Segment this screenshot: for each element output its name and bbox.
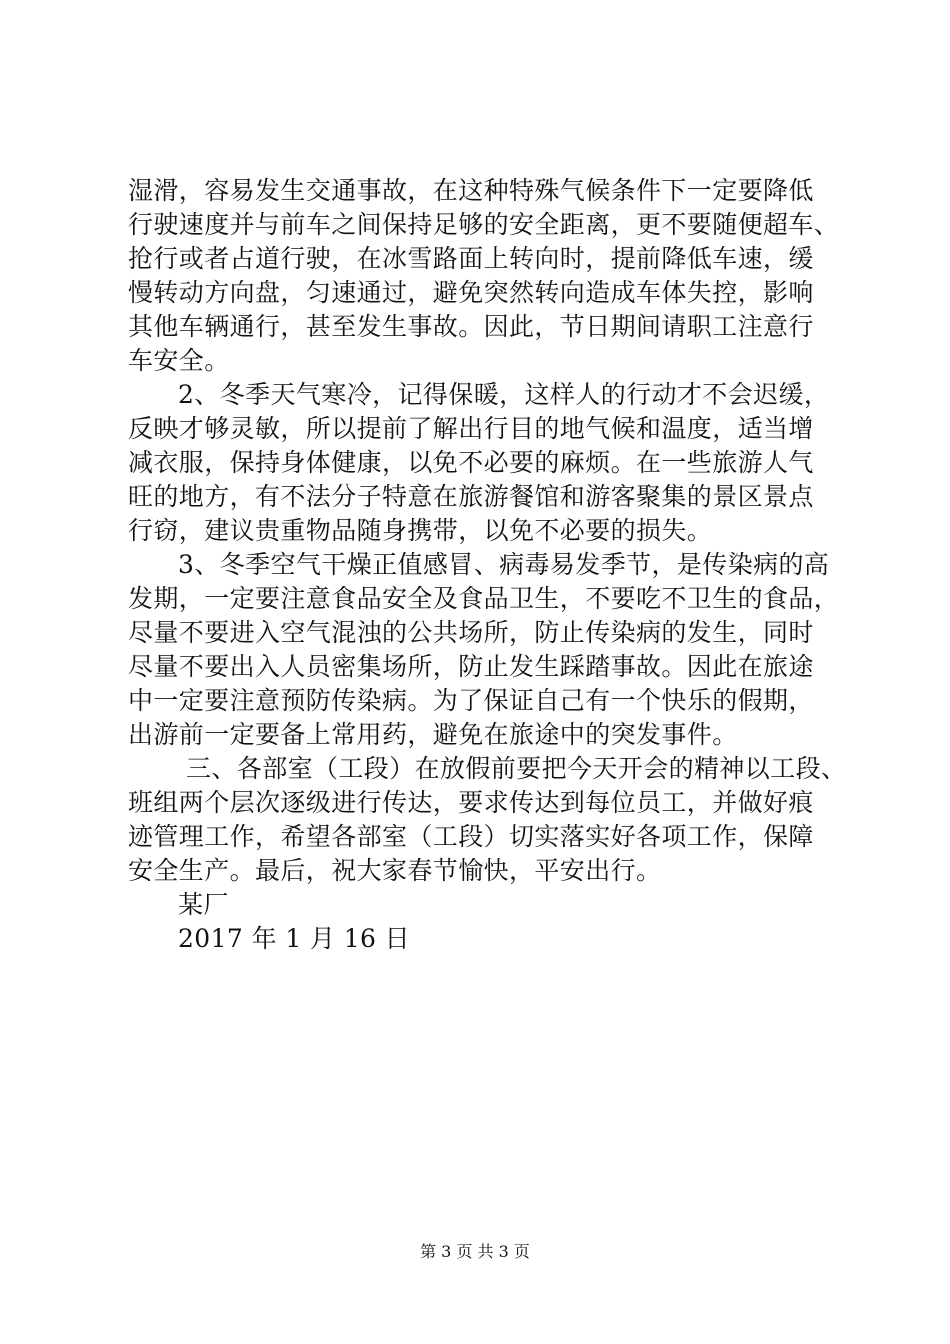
section-3-start: 三、各部室（工段）在放假前要把今天开会的精神以工段、 [186, 754, 847, 783]
text-line: 车安全。 [128, 346, 230, 375]
text-line: 出游前一定要备上常用药，避免在旅途中的突发事件。 [128, 720, 738, 749]
text-line: 安全生产。最后，祝大家春节愉快，平安出行。 [128, 856, 662, 885]
text-line: 行驶速度并与前车之间保持足够的安全距离，更不要随便超车、 [128, 210, 840, 239]
text-line: 慢转动方向盘，匀速通过，避免突然转向造成车体失控，影响 [128, 278, 814, 307]
text-line: 尽量不要出入人员密集场所，防止发生踩踏事故。因此在旅途 [128, 652, 814, 681]
text-line: 中一定要注意预防传染病。为了保证自己有一个快乐的假期， [128, 686, 814, 715]
signature-org: 某厂 [178, 890, 229, 919]
text-line: 迹管理工作，希望各部室（工段）切实落实好各项工作，保障 [128, 822, 814, 851]
text-line: 反映才够灵敏，所以提前了解出行目的地气候和温度，适当增 [128, 414, 814, 443]
text-line: 班组两个层次逐级进行传达，要求传达到每位员工，并做好痕 [128, 788, 814, 817]
signature-date: 2017 年 1 月 16 日 [178, 924, 411, 953]
page-footer: 第 3 页 共 3 页 [420, 1242, 530, 1261]
text-line: 尽量不要进入空气混浊的公共场所，防止传染病的发生，同时 [128, 618, 814, 647]
paragraph-3-start: 3、冬季空气干燥正值感冒、病毒易发季节，是传染病的高 [178, 550, 830, 579]
text-line: 湿滑，容易发生交通事故，在这种特殊气候条件下一定要降低 [128, 176, 814, 205]
text-line: 旺的地方，有不法分子特意在旅游餐馆和游客聚集的景区景点 [128, 482, 814, 511]
paragraph-2-start: 2、冬季天气寒冷，记得保暖，这样人的行动才不会迟缓， [178, 380, 830, 409]
text-line: 抢行或者占道行驶，在冰雪路面上转向时，提前降低车速，缓 [128, 244, 814, 273]
document-body [128, 174, 847, 956]
text-line: 其他车辆通行，甚至发生事故。因此，节日期间请职工注意行 [128, 312, 814, 341]
text-line: 减衣服，保持身体健康，以免不必要的麻烦。在一些旅游人气 [128, 448, 814, 477]
text-line: 发期，一定要注意食品安全及食品卫生，不要吃不卫生的食品， [128, 584, 840, 613]
text-line: 行窃，建议贵重物品随身携带，以免不必要的损失。 [128, 516, 713, 545]
